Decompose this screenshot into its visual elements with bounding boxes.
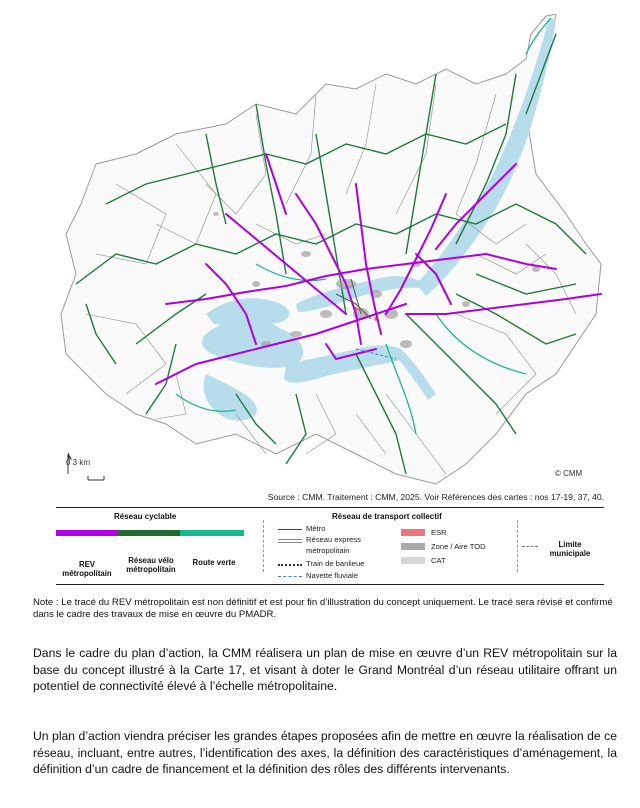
map-canvas [56, 14, 604, 492]
train-symbol [278, 564, 302, 566]
metropolitan-cycling-map [56, 14, 604, 492]
legend-velo-swatch [118, 530, 180, 536]
legend-rev-label: REV métropolitain [62, 560, 112, 578]
map-legend [56, 507, 604, 585]
map-note: Note : Le tracé du REV métropolitain est non définitif et est pour fin d’illustration du concept uniquement. Le tracé sera révisé et confirmé dans le cadre des travaux de mise en œuvre du PMADR. [33, 597, 613, 620]
legend-cat-label: CAT [431, 556, 446, 565]
paragraph-1: Dans le cadre du plan d’action, la CMM réalisera un plan de mise en œuvre d’un REV métropolitain sur la base du concept illustré à la Carte 17, et visant à doter le Grand Montréal d’un réseau utilitaire offrant un potentiel de connectivité élevé à l’échelle métropolitaine. [33, 646, 617, 694]
paragraph-2: Un plan d’action viendra préciser les grandes étapes proposées afin de mettre en œuvre la réalisation de ce réseau, incluant, entre autres, l’identification des axes, la définition des caractéristiques d’aménagement, la définition d’un cadre de financement et la définition des rôles des différents intervenants. [33, 729, 617, 777]
legend-rem-label: Réseau express métropolitain [306, 535, 361, 555]
legend-transit-title: Réseau de transport collectif [332, 512, 442, 521]
legend-route-verte-label: Route verte [192, 558, 236, 567]
limit-symbol [522, 546, 538, 547]
legend-velo-label: Réseau vélo métropolitain [126, 556, 176, 574]
scale-label: 0 3 km [66, 458, 91, 467]
esr-swatch [401, 529, 425, 536]
tod-swatch [401, 543, 425, 550]
ferry-symbol [278, 576, 302, 577]
legend-tod-label: Zone / Aire TOD [431, 542, 486, 551]
legend-train-label: Train de banlieue [306, 559, 365, 568]
legend-ferry-label: Navette fluviale [306, 571, 358, 580]
legend-separator [263, 520, 264, 572]
legend-metro-label: Métro [306, 524, 326, 533]
copyright-label: © CMM [555, 469, 583, 478]
legend-cycling-title: Réseau cyclable [114, 512, 177, 521]
rem-symbol [278, 539, 302, 543]
legend-limit-label: Limite municipale [549, 540, 591, 558]
legend-separator [517, 520, 518, 572]
map-source: Source : CMM. Traitement : CMM, 2025. Voir Références des cartes : nos 17-19, 37, 40. [267, 492, 604, 502]
legend-esr-label: ESR [431, 528, 447, 537]
legend-route-verte-swatch [180, 530, 244, 536]
metro-symbol [278, 529, 302, 530]
cat-swatch [401, 557, 425, 564]
legend-rev-swatch [56, 530, 118, 536]
